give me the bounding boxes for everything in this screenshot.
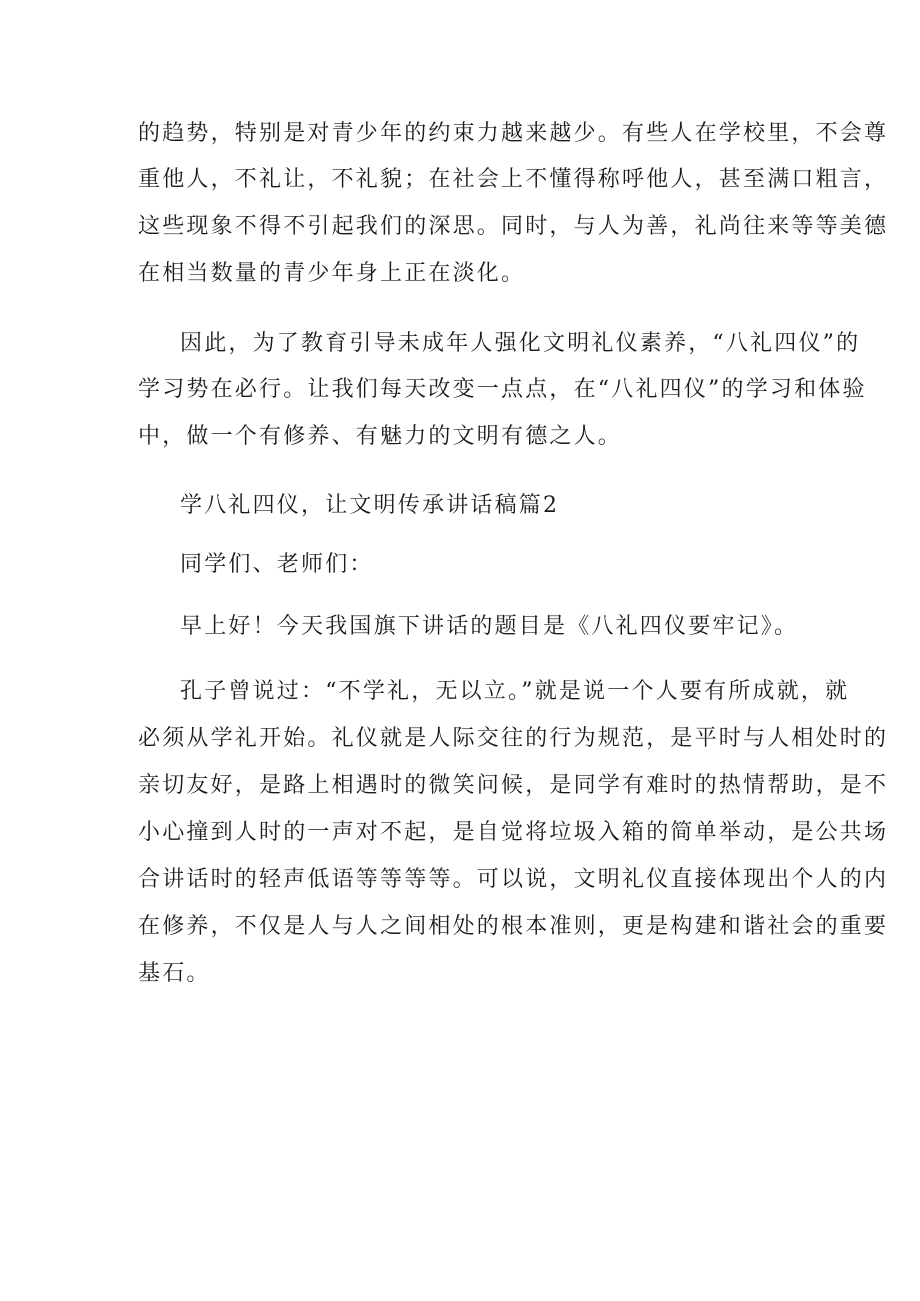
paragraph-4-line-7: 基石。 [138,961,211,986]
paragraph-1-line-4: 在相当数量的青少年身上正在淡化。 [138,261,526,286]
paragraph-1-line-2: 重他人，不礼让，不礼貌；在社会上不懂得称呼他人，甚至满口粗言， [138,167,889,192]
paragraph-1-line-1: 的趋势，特别是对青少年的约束力越来越少。有些人在学校里，不会尊 [138,121,889,146]
paragraph-1-line-3: 这些现象不得不引起我们的深思。同时，与人为善，礼尚往来等等美德 [138,214,889,239]
paragraph-4-line-4: 小心撞到人时的一声对不起，是自觉将垃圾入箱的简单举动，是公共场 [138,820,889,845]
paragraph-4-line-3: 亲切友好，是路上相遇时的微笑问候，是同学有难时的热情帮助，是不 [138,773,889,798]
paragraph-4-line-2: 必须从学礼开始。礼仪就是人际交往的行为规范，是平时与人相处时的 [138,726,889,751]
paragraph-2-line-2: 学习势在必行。让我们每天改变一点点，在“八礼四仪”的学习和体验 [138,377,867,402]
paragraph-4-line-1: 孔子曾说过：“不学礼，无以立。”就是说一个人要有所成就，就 [180,679,850,704]
paragraph-4-line-5: 合讲话时的轻声低语等等等等。可以说，文明礼仪直接体现出个人的内 [138,867,889,892]
paragraph-3: 早上好！今天我国旗下讲话的题目是《八礼四仪要牢记》。 [180,614,799,639]
section-title: 学八礼四仪，让文明传承讲话稿篇2 [180,493,560,518]
paragraph-2-line-3: 中，做一个有修养、有魅力的文明有德之人。 [138,424,623,449]
greeting: 同学们、老师们： [180,552,374,577]
paragraph-4-line-6: 在修养，不仅是人与人之间相处的根本准则，更是构建和谐社会的重要 [138,914,889,939]
paragraph-2-line-1: 因此，为了教育引导未成年人强化文明礼仪素养，“八礼四仪”的 [180,331,861,356]
